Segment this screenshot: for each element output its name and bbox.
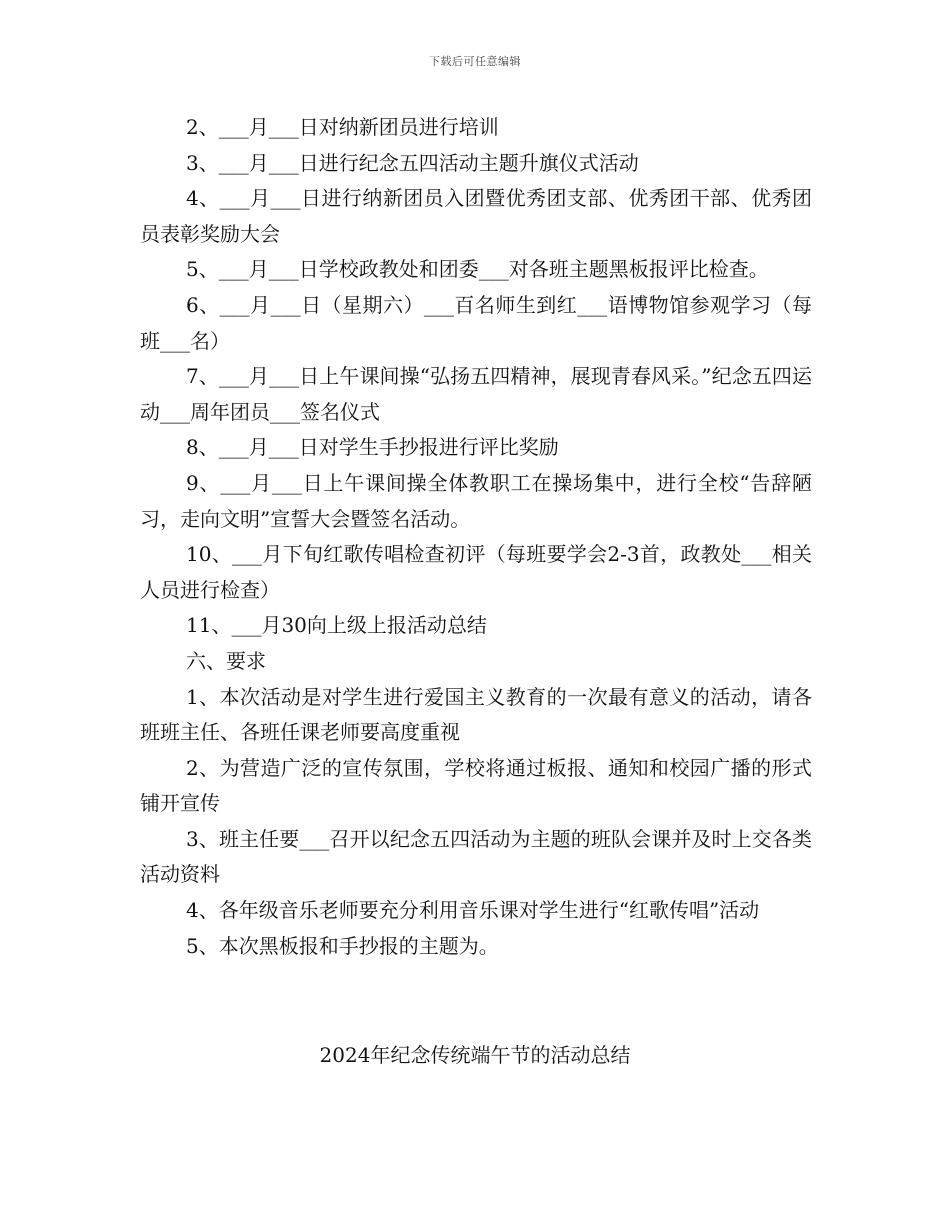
paragraph: 2、为营造广泛的宣传氛围，学校将通过板报、通知和校园广播的形式铺开宣传 bbox=[140, 755, 812, 816]
paragraph: 1、本次活动是对学生进行爱国主义教育的一次最有意义的活动，请各班班主任、各班任课老师要高度重视 bbox=[140, 684, 812, 745]
paragraph: 4、各年级音乐老师要充分利用音乐课对学生进行“红歌传唱”活动 bbox=[186, 898, 760, 923]
paragraph: 5、___月___日学校政教处和团委___对各班主题黑板报评比检查。 bbox=[186, 257, 769, 282]
paragraph: 11、___月30向上级上报活动总结 bbox=[186, 613, 487, 638]
paragraph: 3、班主任要___召开以纪念五四活动为主题的班队会课并及时上交各类活动资料 bbox=[140, 826, 812, 887]
paragraph: 3、___月___日进行纪念五四活动主题升旗仪式活动 bbox=[186, 150, 639, 175]
paragraph: 7、___月___日上午课间操“弘扬五四精神，展现青春风采。”纪念五四运动___周年团员___签名仪式 bbox=[140, 364, 812, 424]
paragraph: 6、___月___日（星期六）___百名师生到红___语博物馆参观学习（每班___名） bbox=[140, 292, 812, 353]
paragraph: 10、___月下旬红歌传唱检查初评（每班要学会2-3首，政教处___相关人员进行检查） bbox=[140, 542, 812, 602]
paragraph: 9、___月___日上午课间操全体教职工在操场集中，进行全校“告辞陋习，走向文明”宣誓大会暨签名活动。 bbox=[140, 470, 812, 531]
document-body bbox=[140, 110, 812, 964]
next-document-title: 2024年纪念传统端午节的活动总结 bbox=[319, 1043, 631, 1067]
paragraph: 5、本次黑板报和手抄报的主题为。 bbox=[186, 933, 499, 958]
page-header-note: 下载后可任意编辑 bbox=[429, 55, 521, 68]
paragraph: 2、___月___日对纳新团员进行培训 bbox=[186, 115, 499, 139]
section-heading: 六、要求 bbox=[186, 648, 266, 673]
paragraph: 4、___月___日进行纳新团员入团暨优秀团支部、优秀团干部、优秀团员表彰奖励大会 bbox=[140, 186, 812, 246]
paragraph: 8、___月___日对学生手抄报进行评比奖励 bbox=[186, 435, 559, 460]
